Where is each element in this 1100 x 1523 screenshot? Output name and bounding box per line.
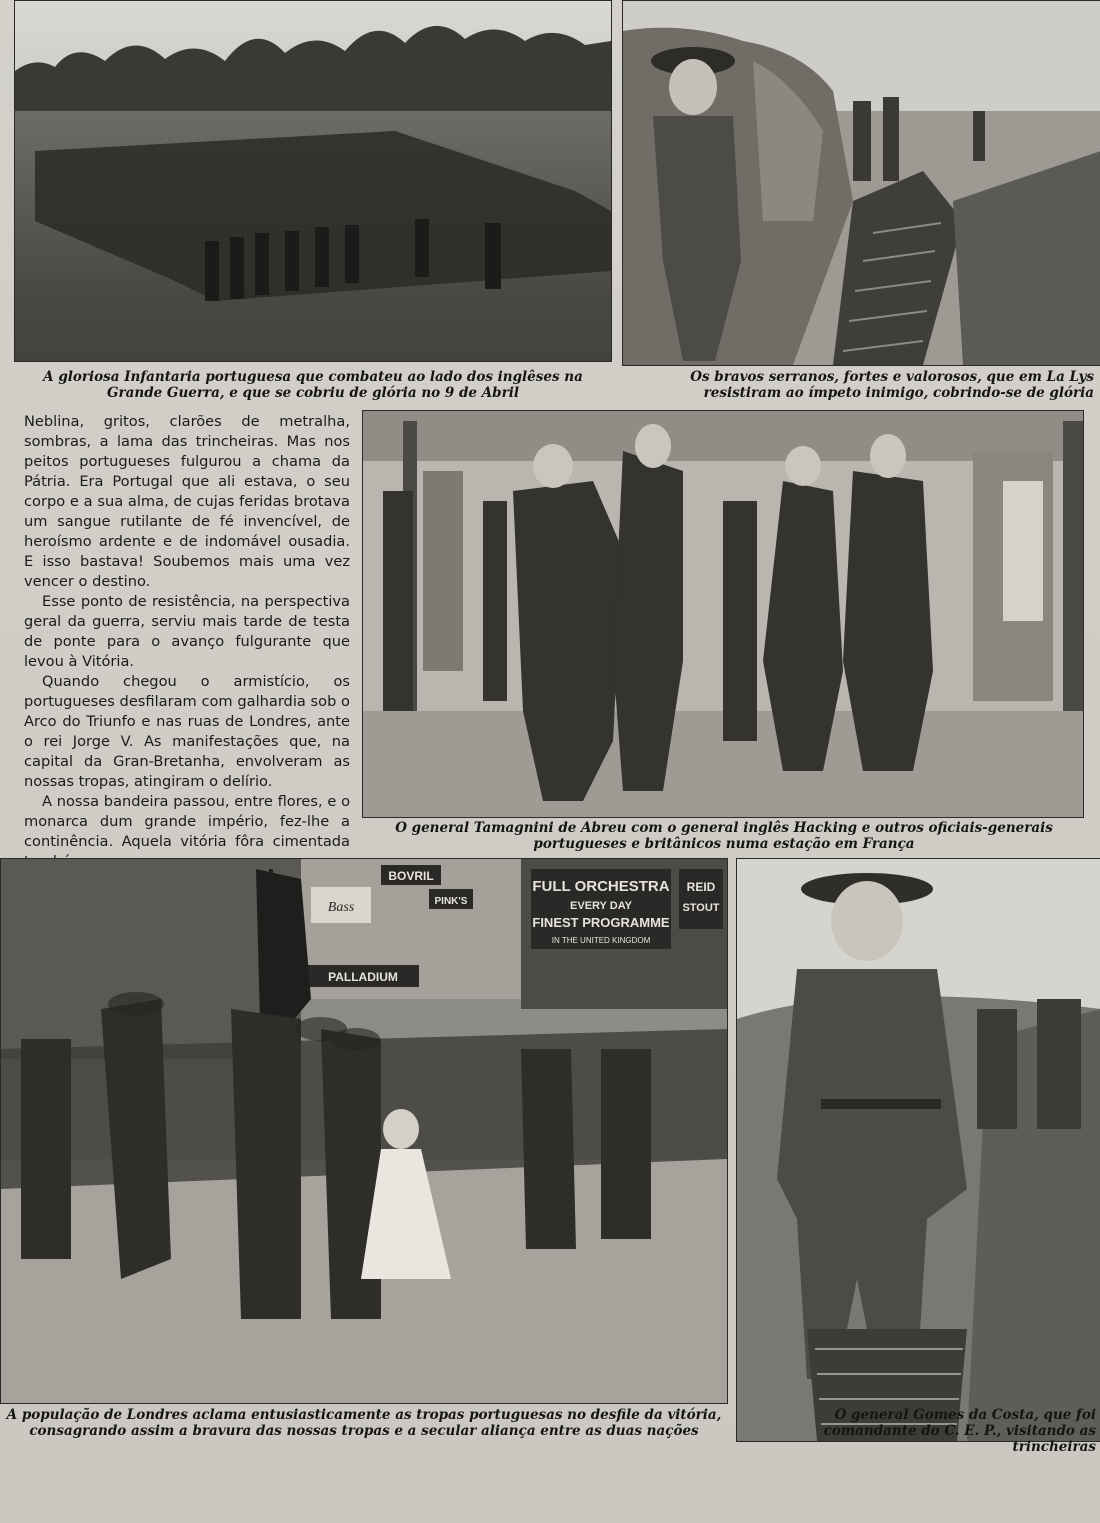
- caption-london-parade: A população de Londres aclama entusiasticamente as tropas portuguesas no desfile da vitória, consagrando assim a bravura das nossas tropas e a secular aliança entre as duas nações: [6, 1407, 722, 1439]
- photo-trench-soldiers: [622, 0, 1100, 366]
- photo-general-gomes-da-costa: [736, 858, 1100, 1442]
- caption-infantry: A gloriosa Infantaria portuguesa que combateu ao lado dos inglêses na Grande Guerra, e que se cobriu de glória no 9 de Abril: [43, 369, 583, 401]
- sign-full-orchestra: FULL ORCHESTRA: [532, 878, 670, 895]
- article-body: [24, 412, 350, 892]
- sign-stout: STOUT: [682, 902, 720, 914]
- photo-london-parade: [0, 858, 728, 1404]
- photo-generals-station: [362, 410, 1084, 818]
- sign-united-kingdom: IN THE UNITED KINGDOM: [551, 936, 651, 945]
- caption-generals: O general Tamagnini de Abreu com o general inglês Hacking e outros oficiais-generais portugueses e britânicos numa estação em França: [395, 820, 1053, 852]
- sign-reid: REID: [686, 880, 716, 894]
- sign-every-day: EVERY DAY: [570, 900, 632, 912]
- caption-trench: Os bravos serranos, fortes e valorosos, que em La Lys resistiram ao ímpeto inimigo, cobrindo-se de glória: [690, 369, 1094, 401]
- caption-gomes-da-costa: O general Gomes da Costa, que foi comandante do C. E. P., visitando as trincheiras: [823, 1407, 1096, 1455]
- article-paragraph-2: Esse ponto de resistência, na perspectiva geral da guerra, serviu mais tarde de testa de ponte para o avanço fulgurante que levou à Vitória.: [24, 593, 350, 670]
- photo-infantry-march: [14, 0, 612, 362]
- sign-bovril: BOVRIL: [388, 869, 434, 883]
- article-paragraph-4: A nossa bandeira passou, entre flores, e o monarca dum grande império, fez-lhe a continência. Aquela vitória fôra cimentada: [24, 793, 350, 850]
- sign-finest-programme: FINEST PROGRAMME: [532, 915, 670, 930]
- sign-bass: Bass: [327, 900, 355, 915]
- sign-palladium: PALLADIUM: [328, 970, 398, 984]
- article-paragraph-3: Quando chegou o armistício, os portugueses desfilaram com galhardia sob o Arco do Triunfo e nas ruas de Londres, ante o rei Jorge V. As manifestações que, na capital da Gran-Bretanha, envolveram as nossas tropas, atingiram o delírio.: [24, 673, 350, 790]
- article-paragraph-1: Neblina, gritos, clarões de metralha, sombras, a lama das trincheiras. Mas nos peitos portugueses fulgurou a chama da Pátria. Era Portugal que ali estava, o seu corpo e a sua alma, de cujas feridas brotava um sangue rutilante de fé invencível, de heroísmo ardente e de indomável ousadia. E isso bastava! Soubemos mais uma vez vencer o destino.: [24, 413, 350, 590]
- sign-pinks: PINK'S: [434, 896, 468, 907]
